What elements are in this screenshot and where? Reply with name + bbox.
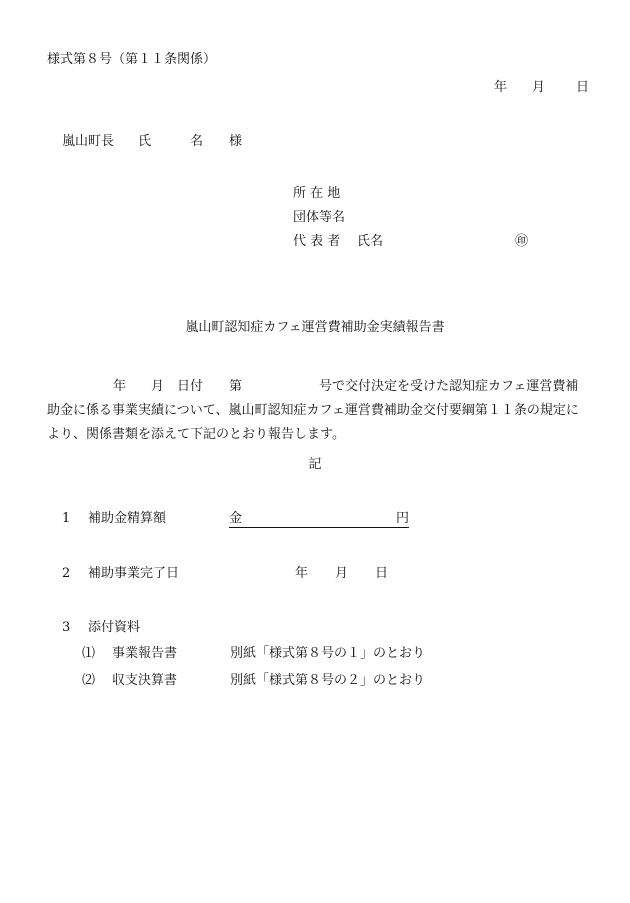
rep-label: 代 表 者 — [293, 234, 341, 249]
address-row — [293, 186, 383, 210]
amount-field — [229, 511, 409, 528]
form-number: 様式第８号（第１１条関係） — [47, 52, 217, 67]
complete-date — [295, 566, 388, 582]
attachment-2-number: ⑵ — [82, 673, 96, 688]
body-line-3: より、関係書類を添えて下記のとおり報告します。 — [47, 427, 345, 442]
item-2-number: 2 — [62, 566, 71, 581]
rep-row — [293, 234, 529, 258]
body-paragraph — [47, 375, 587, 447]
addressee-name2: 名 — [190, 134, 204, 149]
attachment-2-name: 収支決算書 — [112, 673, 178, 688]
date-month: 月 — [532, 80, 546, 95]
body-month: 月 — [151, 379, 165, 394]
attachment-1-ref: 別紙「様式第８号の１」のとおり — [230, 646, 426, 661]
name-label: 氏名 — [357, 234, 384, 249]
address-label: 所 在 地 — [293, 186, 341, 201]
complete-year: 年 — [295, 566, 309, 581]
attachment-1-name: 事業報告書 — [112, 646, 178, 661]
applicant-block — [293, 186, 529, 258]
item-1-label: 補助金精算額 — [88, 511, 167, 526]
org-label: 団体等名 — [293, 210, 346, 225]
attachment-1-number: ⑴ — [82, 646, 96, 661]
complete-month: 月 — [335, 566, 349, 581]
body-line-2: 助金に係る事業実績について、嵐山町認知症カフェ運営費補助金交付要綱第１１条の規定に — [47, 403, 579, 418]
attachment-2 — [82, 673, 425, 689]
body-dai: 第 — [229, 379, 243, 394]
body-day: 日付 — [177, 379, 204, 394]
addressee-honorific: 様 — [229, 134, 243, 149]
body-line1-rest: 号で交付決定を受けた認知症カフェ運営費補 — [319, 379, 579, 394]
item-1-number: 1 — [62, 511, 71, 526]
addressee-title: 嵐山町長 — [62, 134, 115, 149]
complete-day: 日 — [375, 566, 389, 581]
item-3-label: 添付資料 — [88, 620, 141, 635]
org-row — [293, 210, 383, 234]
amount-kin: 金 — [229, 511, 243, 526]
date-line — [494, 80, 589, 96]
amount-yen: 円 — [395, 511, 409, 526]
body-year: 年 — [113, 379, 127, 394]
seal-icon: ㊞ — [515, 234, 529, 249]
addressee-name1: 氏 — [138, 134, 152, 149]
date-day: 日 — [576, 80, 590, 95]
date-year: 年 — [494, 80, 508, 95]
document-title: 嵐山町認知症カフェ運営費補助金実績報告書 — [185, 320, 445, 335]
item-3-number: 3 — [62, 620, 71, 635]
attachment-2-ref: 別紙「様式第８号の２」のとおり — [230, 673, 426, 688]
addressee — [62, 134, 242, 150]
attachment-1 — [82, 646, 425, 662]
body-line-1 — [47, 375, 587, 399]
item-2-label: 補助事業完了日 — [88, 566, 180, 581]
ki-heading: 記 — [308, 457, 322, 472]
